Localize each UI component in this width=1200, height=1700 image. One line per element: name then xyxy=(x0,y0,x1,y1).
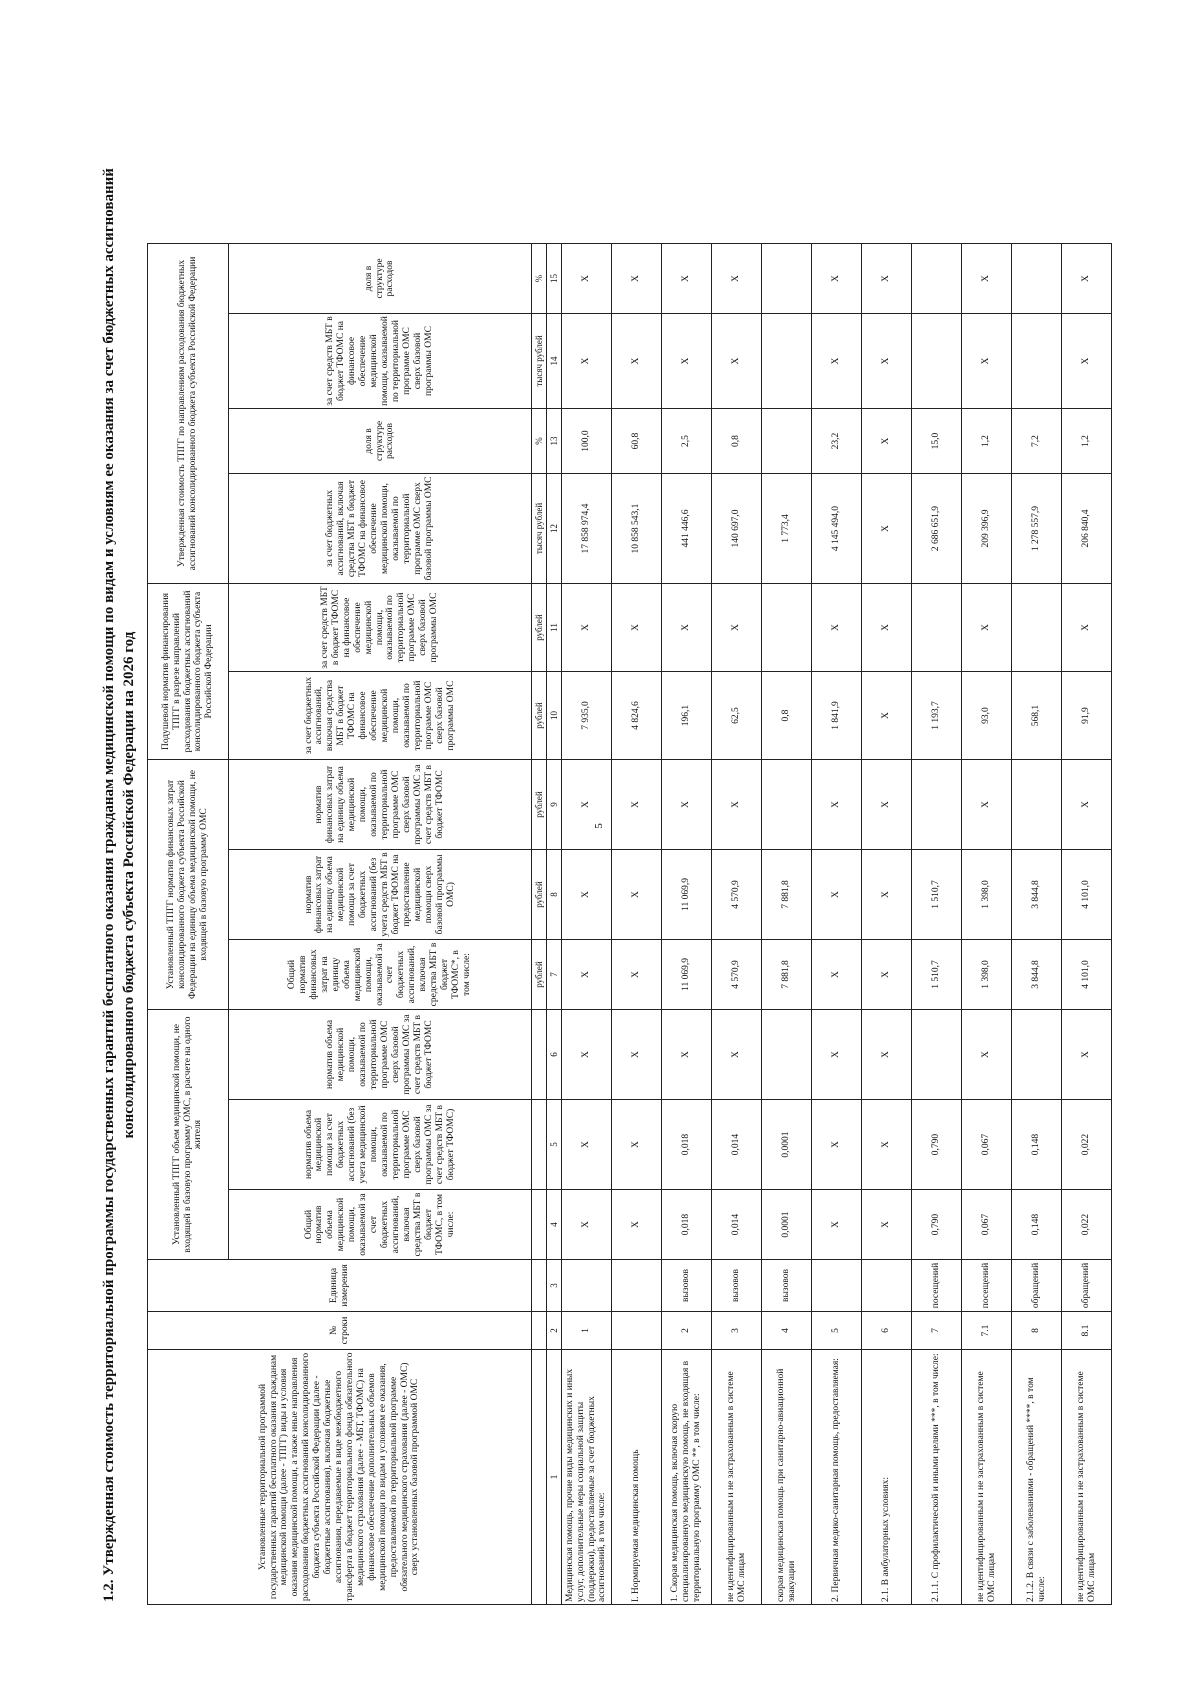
title-line-2: консолидированного бюджета субъекта Российской Федерации на 2026 год xyxy=(120,631,137,1139)
table-cell: 206 840,4 xyxy=(1062,474,1112,584)
table-cell: 2 xyxy=(547,1312,562,1350)
table-cell: 4 145 494,0 xyxy=(812,474,862,584)
header-col-1: Установленные территориальной программой государственных гарантий бесплатного оказания гражданам медицинской помощи (далее - ТПГГ) виды и условия оказания медицинской помощи, а также иные направления расходования бюджетных ассигнований консолидированного бюджета субъекта Российской Федерации (далее - бюджетные ассигнования), включая бюджетные ассигнования, передаваемые в виде межбюджетного трансферта в бюджет территориального фонда обязательного медицинского страхования (далее - МБТ, ТФОМС) на финансовое обеспечение дополнительных объемов медицинской помощи по видам и условиям ее оказания, предоставляемой по территориальной программе обязательного медицинского страхования (далее - ОМС) сверх установленных базовой программой ОМС xyxy=(148,1350,532,1605)
table-cell: рублей xyxy=(532,760,547,850)
table-cell: X xyxy=(612,1100,662,1190)
table-cell: X xyxy=(712,1010,762,1100)
table-cell: рублей xyxy=(532,584,547,672)
table-cell xyxy=(562,1260,612,1312)
table-cell: X xyxy=(812,1010,862,1100)
rotated-page-content xyxy=(100,70,1180,1660)
table-cell: 140 697,0 xyxy=(712,474,762,584)
table-cell: X xyxy=(612,760,662,850)
table-cell: X xyxy=(962,1010,1012,1100)
table-cell: 9 xyxy=(547,760,562,850)
header-group-approved-cost: Утвержденная стоимость ТПГГ по направлениям расходования бюджетных ассигнований консолидированного бюджета субъекта Российской Федерации xyxy=(148,244,229,584)
table-cell xyxy=(762,584,812,672)
table-cell: 10 858 543,1 xyxy=(612,474,662,584)
table-cell: 1 xyxy=(562,1312,612,1350)
table-cell: 93,0 xyxy=(962,672,1012,760)
table-cell: вызовов xyxy=(662,1260,712,1312)
table-cell: посещений xyxy=(912,1260,962,1312)
table-row xyxy=(862,244,912,1605)
table-cell: X xyxy=(962,314,1012,409)
table-cell: 0,067 xyxy=(962,1100,1012,1190)
table-cell: 4 xyxy=(762,1312,812,1350)
table-cell: 1 841,9 xyxy=(812,672,862,760)
table-cell: 6 xyxy=(547,1010,562,1100)
table-cell: 1,2 xyxy=(1062,409,1112,474)
table-cell: 3 xyxy=(712,1312,762,1350)
table-cell: X xyxy=(562,244,612,314)
table-cell: X xyxy=(1062,1010,1112,1100)
table-cell xyxy=(762,1010,812,1100)
table-cell: 3 xyxy=(547,1260,562,1312)
table-cell: 1 510,7 xyxy=(912,850,962,940)
table-cell: 7.1 xyxy=(962,1312,1012,1350)
table-cell: 12 xyxy=(547,474,562,584)
table-row xyxy=(1012,244,1062,1605)
table-cell: X xyxy=(1062,760,1112,850)
table-cell: 0,067 xyxy=(962,1190,1012,1260)
table-row xyxy=(962,244,1012,1605)
table-cell xyxy=(912,244,962,314)
table-row xyxy=(762,244,812,1605)
table-cell: X xyxy=(712,244,762,314)
table-cell: 1 278 557,9 xyxy=(1012,474,1062,584)
table-cell: 7 935,0 xyxy=(562,672,612,760)
table-cell: X xyxy=(612,1010,662,1100)
table-cell: % xyxy=(532,409,547,474)
table-cell xyxy=(532,1350,547,1605)
table-cell: 0,8 xyxy=(762,672,812,760)
table-cell: 2. Первичная медико-санитарная помощь, предоставляемая: xyxy=(812,1350,862,1605)
table-cell: X xyxy=(1062,314,1112,409)
header-group-per-capita: Подушевой норматив финансирования ТПГГ в разрезе направлений расходования бюджетных ассигнований консолидированного бюджета субъекта Российской Федерации xyxy=(148,584,229,760)
table-cell: 11 xyxy=(547,584,562,672)
table-cell: X xyxy=(712,584,762,672)
table-cell: 23,2 xyxy=(812,409,862,474)
table-cell: 2,5 xyxy=(662,409,712,474)
table-cell: обращений xyxy=(1012,1260,1062,1312)
table-cell: X xyxy=(812,850,862,940)
table-cell: X xyxy=(862,672,912,760)
table-cell: 15 xyxy=(547,244,562,314)
table-cell: 2.1.2. В связи с заболеваниями - обращений ****, в том числе: xyxy=(1012,1350,1062,1605)
table-cell xyxy=(532,1260,547,1312)
table-cell: 8 xyxy=(547,850,562,940)
table-cell: % xyxy=(532,244,547,314)
table-cell: X xyxy=(812,940,862,1010)
table-cell: 15,0 xyxy=(912,409,962,474)
table-cell: 441 446,6 xyxy=(662,474,712,584)
table-cell: X xyxy=(862,940,912,1010)
table-cell: обращений xyxy=(1062,1260,1112,1312)
table-cell: X xyxy=(562,940,612,1010)
header-col-4: Общий норматив объема медицинской помощи, оказываемой за счет бюджетных ассигнований, включая средства МБТ в бюджет ТФОМС, в том числе: xyxy=(229,1190,532,1260)
title-line-1: 1.2. Утвержденная стоимость территориальной программы государственных гарантий бесплатного оказания гражданам медицинской помощи по видам и условиям ее оказания за счет бюджетных ассигнований xyxy=(101,168,117,1602)
table-cell: 3 844,8 xyxy=(1012,850,1062,940)
table-cell: 2.1. В амбулаторных условиях: xyxy=(862,1350,912,1605)
table-cell: 4 101,0 xyxy=(1062,940,1112,1010)
table-cell: 0,018 xyxy=(662,1190,712,1260)
table-cell: X xyxy=(612,1190,662,1260)
table-cell: рублей xyxy=(532,672,547,760)
header-col-11: за счет средств МБТ в бюджет ТФОМС на финансовое обеспечение медицинской помощи, оказываемой по территориальной программе ОМС сверх базовой программы ОМС xyxy=(229,584,532,672)
table-cell: X xyxy=(562,1010,612,1100)
table-row xyxy=(662,244,712,1605)
table-cell: 91,9 xyxy=(1062,672,1112,760)
table-cell: 0,790 xyxy=(912,1100,962,1190)
table-cell: 1 773,4 xyxy=(762,474,812,584)
table-row xyxy=(562,244,612,1605)
table-cell: 0,148 xyxy=(1012,1100,1062,1190)
table-cell: X xyxy=(612,244,662,314)
table-cell: X xyxy=(962,760,1012,850)
table-cell: 0,014 xyxy=(712,1100,762,1190)
table-cell: 7 881,8 xyxy=(762,940,812,1010)
table-cell: 2 xyxy=(662,1312,712,1350)
table-cell: 7 881,8 xyxy=(762,850,812,940)
table-cell xyxy=(762,244,812,314)
table-cell: 4 570,9 xyxy=(712,940,762,1010)
table-cell: 5 xyxy=(812,1312,862,1350)
table-cell: 11 069,9 xyxy=(662,850,712,940)
table-cell: вызовов xyxy=(712,1260,762,1312)
table-cell: 4 xyxy=(547,1190,562,1260)
table-cell: 1 510,7 xyxy=(912,940,962,1010)
table-cell: 0,022 xyxy=(1062,1190,1112,1260)
table-cell: 60,8 xyxy=(612,409,662,474)
table-cell: X xyxy=(812,1190,862,1260)
table-cell: 209 396,9 xyxy=(962,474,1012,584)
table-cell: X xyxy=(662,1010,712,1100)
table-cell: X xyxy=(612,584,662,672)
table-cell xyxy=(762,760,812,850)
table-cell xyxy=(912,314,962,409)
header-unit: Единица измерения xyxy=(148,1260,532,1312)
table-cell: 196,1 xyxy=(662,672,712,760)
table-cell: 4 101,0 xyxy=(1062,850,1112,940)
table-cell: тысяч рублей xyxy=(532,314,547,409)
table-cell: 14 xyxy=(547,314,562,409)
table-cell: 0,0001 xyxy=(762,1190,812,1260)
table-cell: X xyxy=(562,314,612,409)
table-cell: X xyxy=(862,1190,912,1260)
table-cell: 1,2 xyxy=(962,409,1012,474)
table-cell: X xyxy=(712,314,762,409)
column-number-row xyxy=(547,244,562,1605)
header-col-15: доля в структуре расходов xyxy=(229,244,532,314)
table-cell: X xyxy=(562,584,612,672)
table-cell xyxy=(762,314,812,409)
header-col-6: норматив объема медицинской помощи, оказываемой по территориальной программе ОМС сверх базовой программы ОМС за счет средств МБТ в бюджет ТФОМС xyxy=(229,1010,532,1100)
header-col-14: за счет средств МБТ в бюджет ТФОМС на финансовое обеспечение медицинской помощи, оказываемой по территориальной программе ОМС сверх базовой программы ОМС xyxy=(229,314,532,409)
table-cell: посещений xyxy=(962,1260,1012,1312)
table-cell xyxy=(1012,244,1062,314)
table-cell: 0,014 xyxy=(712,1190,762,1260)
table-cell xyxy=(612,1312,662,1350)
header-col-5: норматив объема медицинской помощи за счет бюджетных ассигнований (без учета медицинской помощи, оказываемой по территориальной программе ОМС сверх базовой программы ОМС за счет средств МБТ в бюджет ТФОМС) xyxy=(229,1100,532,1190)
table-cell xyxy=(1012,584,1062,672)
table-cell: 8.1 xyxy=(1062,1312,1112,1350)
table-cell: не идентифицированным и не застрахованным в системе ОМС лицам xyxy=(712,1350,762,1605)
header-col-8: норматив финансовых затрат на единицу объема медицинской помощи за счет бюджетных ассигнований (без учета средств МБТ в бюджет ТФОМС на предоставление медицинской помощи сверх базовой программы ОМС) xyxy=(229,850,532,940)
table-cell: X xyxy=(562,1190,612,1260)
table-cell: 100,0 xyxy=(562,409,612,474)
table-cell xyxy=(812,1260,862,1312)
table-cell: X xyxy=(812,244,862,314)
header-col-9: норматив финансовых затрат на единицу объема медицинской помощи, оказываемой по территориальной программе ОМС сверх базовой программы ОМС за счет средств МБТ в бюджет ТФОМС xyxy=(229,760,532,850)
table-cell: X xyxy=(562,760,612,850)
header-col-7: Общий норматив финансовых затрат на единицу объема медицинской помощи, оказываемой за счет бюджетных ассигнований, включая средства МБТ в бюджет ТФОМС*, в том числе: xyxy=(229,940,532,1010)
table-cell: X xyxy=(862,474,912,584)
table-cell: вызовов xyxy=(762,1260,812,1312)
header-group-volume: Установленный ТПГГ объем медицинской помощи, не входящей в базовую программу ОМС, в расчете на одного жителя xyxy=(148,1010,229,1260)
table-cell: X xyxy=(862,1010,912,1100)
table-cell: 1 398,0 xyxy=(962,940,1012,1010)
table-cell: 0,8 xyxy=(712,409,762,474)
table-cell: X xyxy=(662,244,712,314)
table-cell xyxy=(532,1010,547,1100)
table-cell xyxy=(912,760,962,850)
table-body xyxy=(532,244,1112,1605)
table-cell: X xyxy=(612,314,662,409)
document-title xyxy=(100,130,139,1660)
table-row xyxy=(1062,244,1112,1605)
table-cell: Медицинская помощь, прочие виды медицинских и иных услуг, дополнительные меры социальной защиты (поддержки), предоставляемые за счет бюджетных ассигнований, в том числе: xyxy=(562,1350,612,1605)
table-cell: 568,1 xyxy=(1012,672,1062,760)
header-row-number: № строки xyxy=(148,1312,532,1350)
table-cell xyxy=(862,1260,912,1312)
table-cell xyxy=(532,1100,547,1190)
table-cell: тысяч рублей xyxy=(532,474,547,584)
table-cell: 13 xyxy=(547,409,562,474)
table-cell: 10 xyxy=(547,672,562,760)
table-cell: X xyxy=(662,584,712,672)
table-cell xyxy=(1012,1010,1062,1100)
header-group-cost-norm: Установленный ТПГГ норматив финансовых затрат консолидированного бюджета субъекта Российской Федерации на единицу объема медицинской помощи, не входящей в базовую программу ОМС xyxy=(148,760,229,1010)
table-cell: 2 686 651,9 xyxy=(912,474,962,584)
table-cell: X xyxy=(862,314,912,409)
table-cell: X xyxy=(812,1100,862,1190)
table-cell: не идентифицированным и не застрахованным в системе ОМС лицам xyxy=(962,1350,1012,1605)
table-cell: 1 193,7 xyxy=(912,672,962,760)
table-cell: I. Нормируемая медицинская помощь xyxy=(612,1350,662,1605)
table-cell: 0,022 xyxy=(1062,1100,1112,1190)
table-cell xyxy=(762,409,812,474)
table-cell: X xyxy=(862,850,912,940)
table-cell: X xyxy=(812,584,862,672)
table-cell: 4 824,6 xyxy=(612,672,662,760)
table-cell: 7 xyxy=(912,1312,962,1350)
page-number: 5 xyxy=(592,823,605,829)
table-cell: X xyxy=(812,760,862,850)
table-cell: 3 844,8 xyxy=(1012,940,1062,1010)
table-cell: 1 398,0 xyxy=(962,850,1012,940)
table-cell: X xyxy=(662,314,712,409)
table-cell xyxy=(912,1010,962,1100)
table-cell: 8 xyxy=(1012,1312,1062,1350)
table-cell: X xyxy=(862,1100,912,1190)
cost-table xyxy=(147,243,1112,1605)
table-cell: 4 570,9 xyxy=(712,850,762,940)
table-cell: 5 xyxy=(547,1100,562,1190)
table-cell xyxy=(532,1312,547,1350)
table-cell: X xyxy=(862,760,912,850)
table-cell: 17 858 974,4 xyxy=(562,474,612,584)
table-cell: X xyxy=(962,584,1012,672)
table-cell: X xyxy=(862,584,912,672)
table-cell: 0,148 xyxy=(1012,1190,1062,1260)
table-cell: не идентифицированным и не застрахованным в системе ОМС лицам xyxy=(1062,1350,1112,1605)
table-cell: 11 069,9 xyxy=(662,940,712,1010)
table-cell: скорая медицинская помощь при санитарно-авиационной эвакуации xyxy=(762,1350,812,1605)
table-cell xyxy=(912,584,962,672)
units-row xyxy=(532,244,547,1605)
table-cell: X xyxy=(862,409,912,474)
table-row xyxy=(812,244,862,1605)
table-cell: X xyxy=(612,850,662,940)
table-cell xyxy=(1012,760,1062,850)
table-cell: 62,5 xyxy=(712,672,762,760)
table-row xyxy=(612,244,662,1605)
table-cell: X xyxy=(612,940,662,1010)
table-cell: X xyxy=(662,760,712,850)
table-row xyxy=(712,244,762,1605)
table-cell: X xyxy=(862,244,912,314)
table-cell: X xyxy=(562,1100,612,1190)
table-cell: 1. Скорая медицинская помощь, включая скорую специализированную медицинскую помощь, не входящая в территориальную программу ОМС **, в том числе: xyxy=(662,1350,712,1605)
table-cell xyxy=(612,1260,662,1312)
table-cell: X xyxy=(962,244,1012,314)
table-cell: X xyxy=(1062,584,1112,672)
table-cell: 6 xyxy=(862,1312,912,1350)
table-cell: 1 xyxy=(547,1350,562,1605)
header-col-10: за счет бюджетных ассигнований, включая средства МБТ в бюджет ТФОМС на финансовое обеспечение медицинской помощи, оказываемой по территориальной программе ОМС сверх базовой программы ОМС xyxy=(229,672,532,760)
table-cell xyxy=(532,1190,547,1260)
table-cell: рублей xyxy=(532,940,547,1010)
table-cell: рублей xyxy=(532,850,547,940)
table-row xyxy=(912,244,962,1605)
table-cell: 7,2 xyxy=(1012,409,1062,474)
table-cell xyxy=(1012,314,1062,409)
table-cell: 2.1.1. С профилактической и иными целями ***, в том числе: xyxy=(912,1350,962,1605)
table-cell: 0,018 xyxy=(662,1100,712,1190)
table-cell: X xyxy=(562,850,612,940)
table-cell: X xyxy=(1062,244,1112,314)
table-cell: X xyxy=(712,760,762,850)
header-col-12: за счет бюджетных ассигнований, включая средства МБТ в бюджет ТФОМС на финансовое обеспечение медицинской помощи, оказываемой по территориальной программе ОМС сверх базовой программы ОМС xyxy=(229,474,532,584)
header-col-13: доля в структуре расходов xyxy=(229,409,532,474)
table-cell: 0,0001 xyxy=(762,1100,812,1190)
table-cell: X xyxy=(812,314,862,409)
table-cell: 7 xyxy=(547,940,562,1010)
table-cell: 0,790 xyxy=(912,1190,962,1260)
